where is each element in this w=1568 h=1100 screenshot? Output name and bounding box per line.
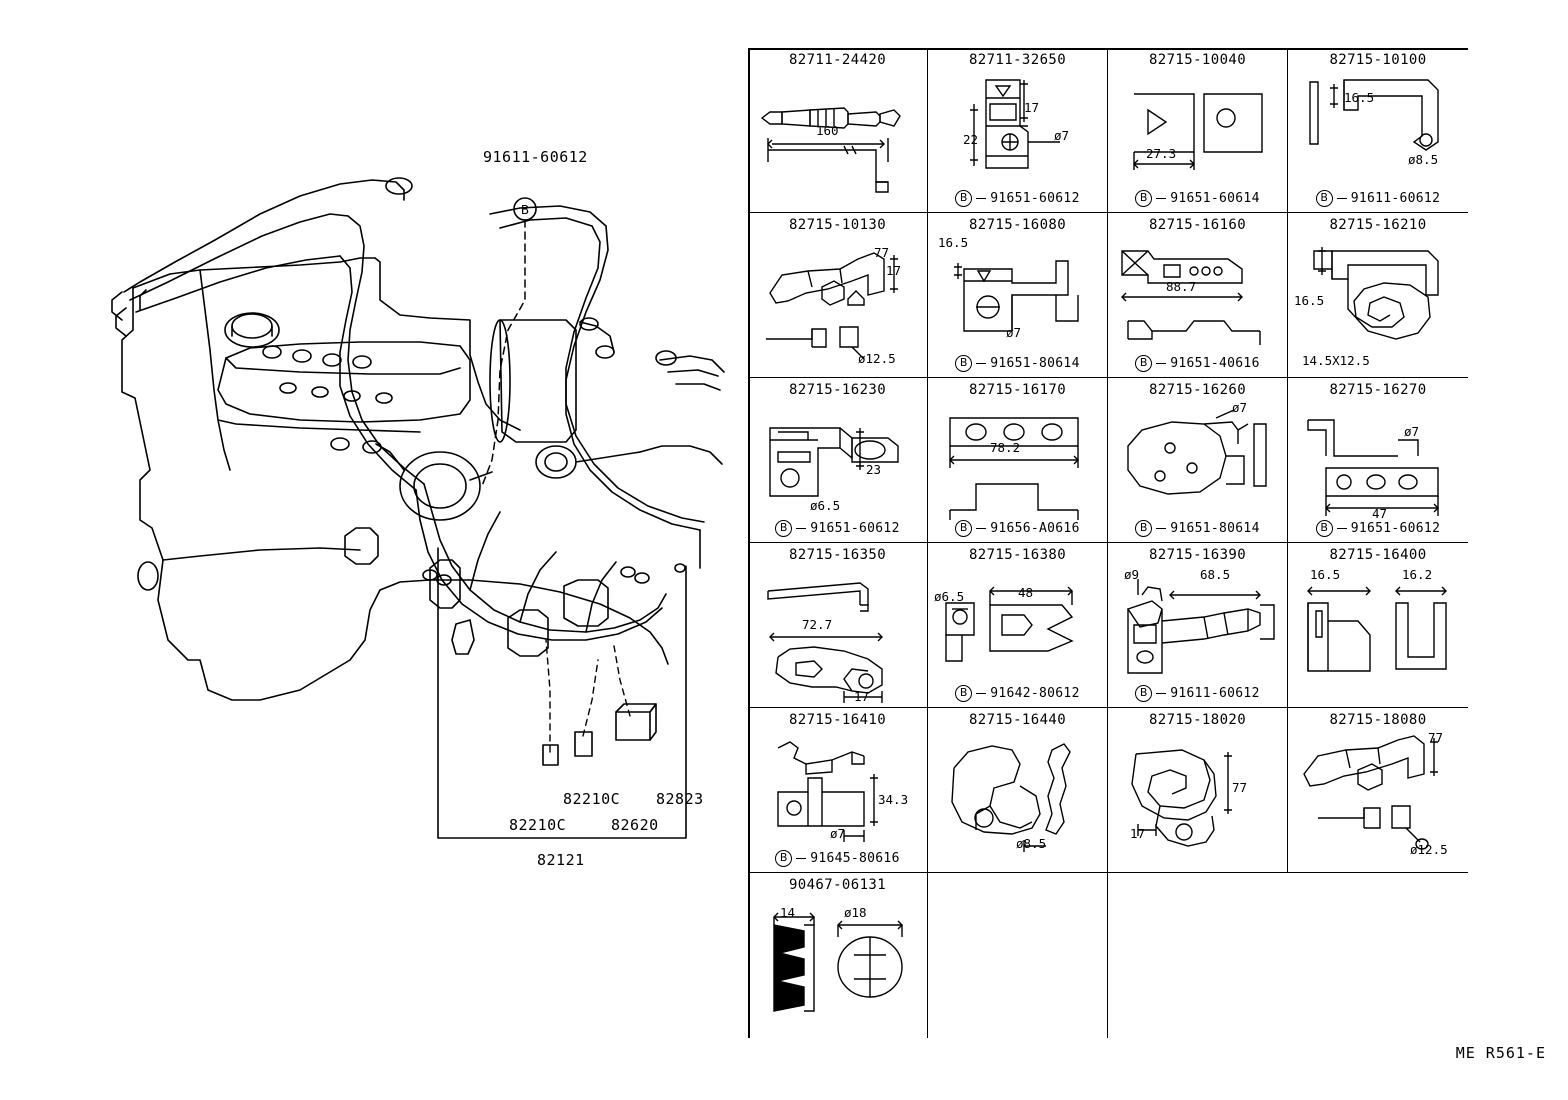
bolt-spec <box>1288 520 1468 537</box>
distributor <box>376 444 492 520</box>
dimension-label: ø6.5 <box>934 589 965 604</box>
dimension-label: 160 <box>816 123 839 138</box>
part-cell-82715-16260[interactable] <box>1108 378 1288 543</box>
bolt-part-number: 91651-60612 <box>1350 521 1441 536</box>
part-number: 82715-16170 <box>968 382 1067 398</box>
part-number: 90467-06131 <box>788 877 887 893</box>
dimension-label: ø12.5 <box>858 351 896 366</box>
dimension-label: 17 <box>1130 826 1146 841</box>
part-cell-82715-16380[interactable] <box>928 543 1108 708</box>
part-cell-empty <box>1108 873 1288 1038</box>
leader-line <box>796 528 806 529</box>
dimension-label: 17 <box>886 263 902 278</box>
callout-label-82121: 82121 <box>537 851 585 869</box>
dimension-label: ø12.5 <box>1410 842 1448 857</box>
dimension-label: 23 <box>866 462 882 477</box>
callout-label-82620: 82620 <box>611 816 659 834</box>
callout-label-91611-60612: 91611-60612 <box>483 148 588 166</box>
dimension-label: 16.5 <box>1344 90 1375 105</box>
dimension-label: 14.5X12.5 <box>1302 353 1370 368</box>
dimension-label: ø18 <box>844 905 867 920</box>
part-art <box>1108 400 1288 540</box>
dimension-label: 68.5 <box>1200 567 1231 582</box>
bolt-part-number: 91642-80612 <box>990 686 1080 701</box>
bolt-part-number: 91656-A0616 <box>990 521 1080 536</box>
spark-plug-towers <box>263 346 392 453</box>
leader-line <box>976 528 986 529</box>
bolt-badge-icon: B <box>1316 520 1333 537</box>
parts-row <box>748 873 1468 1038</box>
part-art <box>1108 730 1288 870</box>
engine-wiring-illustration <box>0 0 748 1100</box>
bolt-badge-icon: B <box>955 685 972 702</box>
dimension-label: 22 <box>963 132 979 147</box>
dimension-label: 27.3 <box>1146 146 1177 161</box>
part-number: 82715-16410 <box>788 712 887 728</box>
part-art <box>928 400 1108 540</box>
part-art <box>928 235 1108 375</box>
part-art <box>1108 70 1288 210</box>
part-number: 82715-10040 <box>1148 52 1247 68</box>
bolt-badge-icon: B <box>1316 190 1333 207</box>
part-number: 82715-18020 <box>1148 712 1247 728</box>
dimension-label: 77 <box>1232 780 1248 795</box>
dimension-label: 72.7 <box>802 617 833 632</box>
dimension-label: 78.2 <box>990 440 1021 455</box>
leader-line <box>1337 528 1347 529</box>
part-art <box>1108 565 1288 705</box>
bolt-badge-icon: B <box>1135 685 1152 702</box>
dimension-label: 77 <box>1428 730 1444 745</box>
bolt-part-number: 91611-60612 <box>1350 191 1441 206</box>
bolt-badge-icon: B <box>1135 520 1152 537</box>
bolt-spec <box>928 355 1107 372</box>
bolt-part-number: 91651-60614 <box>1170 191 1260 206</box>
part-art <box>748 400 928 540</box>
dimension-label: ø7 <box>830 826 846 841</box>
part-cell-90467-06131[interactable] <box>748 873 928 1038</box>
bolt-part-number: 91651-60612 <box>810 521 900 536</box>
parts-row <box>748 378 1468 543</box>
dimension-label: 16.2 <box>1402 567 1433 582</box>
part-cell-82715-16210[interactable] <box>1288 213 1468 378</box>
part-cell-82715-10040[interactable] <box>1108 48 1288 213</box>
dimension-label: 16.5 <box>938 235 969 250</box>
bolt-badge-icon: B <box>775 850 792 867</box>
part-cell-82715-16170[interactable] <box>928 378 1108 543</box>
bolt-spec <box>748 520 927 537</box>
leader-line <box>976 363 986 364</box>
part-cell-82715-16270[interactable] <box>1288 378 1468 543</box>
dimension-label: ø7 <box>1054 128 1070 143</box>
svg-text:B: B <box>520 203 530 217</box>
dimension-label: ø8.5 <box>1408 152 1439 167</box>
bolt-part-number: 91651-80614 <box>1170 521 1260 536</box>
connector-82823 <box>616 712 650 740</box>
leader-line <box>796 858 806 859</box>
bolt-spec <box>928 685 1107 702</box>
bolt-part-number: 91651-60612 <box>990 191 1080 206</box>
dimension-label: 47 <box>1372 506 1388 521</box>
bolt-spec <box>1108 520 1287 537</box>
part-art <box>748 565 928 705</box>
bolt-part-number: 91611-60612 <box>1170 686 1260 701</box>
plug-wires <box>112 290 146 336</box>
part-cell-82715-16230[interactable] <box>748 378 928 543</box>
dimension-label: ø8.5 <box>1016 836 1047 851</box>
dimension-label: 14 <box>780 905 796 920</box>
dimension-label: ø9 <box>1124 567 1140 582</box>
engine-illustration-svg <box>0 0 748 1100</box>
bolt-badge-icon: B <box>1135 355 1152 372</box>
bolt-badge-icon: B <box>955 190 972 207</box>
part-cell-82715-10130[interactable] <box>748 213 928 378</box>
parts-row <box>748 708 1468 873</box>
part-art <box>748 895 928 1035</box>
part-cell-82711-24420[interactable] <box>748 48 928 213</box>
callout-bracket-82121 <box>438 548 686 838</box>
part-number: 82715-16260 <box>1148 382 1247 398</box>
leader-line <box>1156 198 1166 199</box>
dimension-label: 77 <box>874 245 890 260</box>
leader-line <box>976 693 986 694</box>
callout-label-82210c-lower: 82210C <box>509 816 567 834</box>
part-number: 82715-16390 <box>1148 547 1247 563</box>
parts-row <box>748 48 1468 213</box>
leader-line <box>1156 693 1166 694</box>
callout-label-82210c-upper: 82210C <box>563 790 621 808</box>
part-number: 82711-24420 <box>788 52 887 68</box>
bolt-badge-icon: B <box>955 355 972 372</box>
part-cell-82715-16160[interactable] <box>1108 213 1288 378</box>
part-art <box>748 70 928 210</box>
callout-leaders-bottom <box>546 640 630 752</box>
part-art <box>1288 70 1468 210</box>
dimension-label: 16.5 <box>1294 293 1325 308</box>
part-cell-82715-10100[interactable] <box>1288 48 1468 213</box>
leader-line <box>1156 363 1166 364</box>
dimension-label: 16.5 <box>1310 567 1341 582</box>
sheet-code: ME R561-E <box>1455 1044 1546 1062</box>
part-number: 82715-16080 <box>968 217 1067 233</box>
bolt-spec <box>928 520 1107 537</box>
part-cell-82715-16350[interactable] <box>748 543 928 708</box>
bolt-spec <box>748 850 927 867</box>
parts-grid <box>748 48 1468 1038</box>
bolt-badge-icon: B <box>775 520 792 537</box>
part-cell-82715-16080[interactable] <box>928 213 1108 378</box>
leader-line <box>1156 528 1166 529</box>
parts-row <box>748 213 1468 378</box>
bolt-spec <box>1288 190 1468 207</box>
part-art <box>748 235 928 375</box>
dimension-label: 17 <box>1024 100 1040 115</box>
part-cell-82715-16410[interactable] <box>748 708 928 873</box>
part-cell-empty <box>928 873 1108 1038</box>
part-number: 82715-16400 <box>1329 547 1427 563</box>
part-art <box>1288 565 1468 705</box>
bolt-spec <box>928 190 1107 207</box>
callout-label-82823: 82823 <box>656 790 704 808</box>
part-number: 82715-16270 <box>1329 382 1427 398</box>
part-number: 82715-16380 <box>968 547 1067 563</box>
dimension-label: ø7 <box>1232 400 1248 415</box>
bolt-spec <box>1108 190 1287 207</box>
parts-row <box>748 543 1468 708</box>
part-art <box>1108 235 1288 375</box>
part-cell-82715-18080[interactable] <box>1288 708 1468 873</box>
part-number: 82715-16350 <box>788 547 887 563</box>
part-number: 82715-16230 <box>788 382 887 398</box>
dimension-label: 48 <box>1018 585 1034 600</box>
wire-harness <box>124 178 724 568</box>
part-art <box>928 70 1108 210</box>
bolt-badge-icon: B <box>955 520 972 537</box>
part-number: 82715-16160 <box>1148 217 1247 233</box>
bolt-spec <box>1108 685 1287 702</box>
part-number: 82715-16440 <box>968 712 1067 728</box>
part-cell-82715-16400[interactable] <box>1288 543 1468 708</box>
callout-leader-91611 <box>482 220 525 486</box>
part-cell-82711-32650[interactable] <box>928 48 1108 213</box>
dimension-label: ø7 <box>1006 325 1022 340</box>
part-cell-empty <box>1288 873 1468 1038</box>
part-number: 82711-32650 <box>968 52 1067 68</box>
bolt-badge-icon: B <box>1135 190 1152 207</box>
part-number: 82715-10100 <box>1329 52 1427 68</box>
dimension-label: 88.7 <box>1166 279 1197 294</box>
leader-line <box>1337 198 1347 199</box>
dimension-label: 17 <box>854 689 870 704</box>
part-cell-82715-16390[interactable] <box>1108 543 1288 708</box>
canister <box>490 320 640 478</box>
bolt-part-number: 91651-40616 <box>1170 356 1260 371</box>
part-cell-82715-18020[interactable] <box>1108 708 1288 873</box>
part-number: 82715-10130 <box>788 217 887 233</box>
part-number: 82715-18080 <box>1329 712 1427 728</box>
part-cell-82715-16440[interactable] <box>928 708 1108 873</box>
dimension-label: ø7 <box>1404 424 1420 439</box>
dimension-label: 34.3 <box>878 792 909 807</box>
bolt-part-number: 91645-80616 <box>810 851 900 866</box>
part-number: 82715-16210 <box>1329 217 1427 233</box>
bolt-part-number: 91651-80614 <box>990 356 1080 371</box>
bolt-spec <box>1108 355 1287 372</box>
dimension-label: ø6.5 <box>810 498 841 513</box>
leader-line <box>976 198 986 199</box>
